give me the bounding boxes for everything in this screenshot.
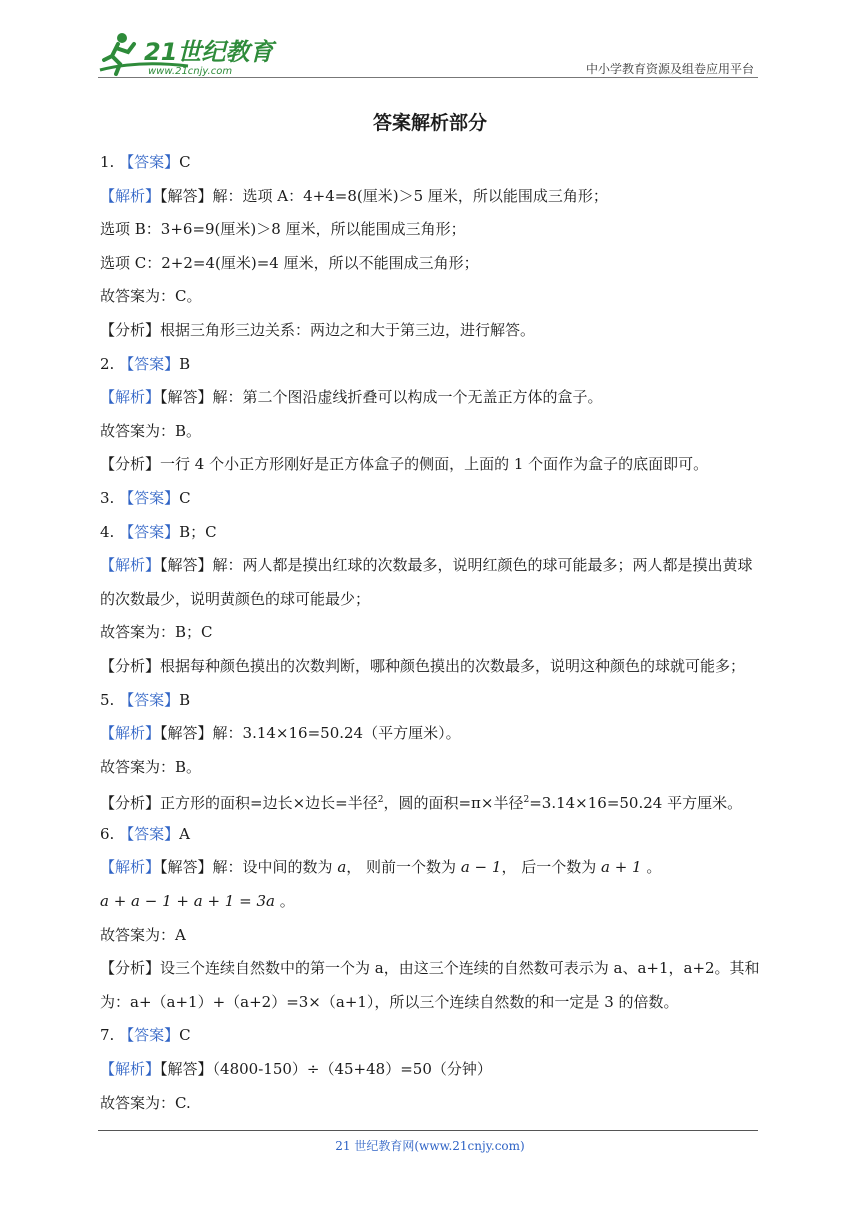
answer-line-7: 7. 【答案】C <box>100 1026 191 1045</box>
equation-line: a + a − 1 + a + 1 = 3a 。 <box>100 892 295 911</box>
text-line: 故答案为：B。 <box>100 757 202 776</box>
answer-line-2: 2. 【答案】B <box>100 354 191 373</box>
jiexi-line-7: 【解析】【解答】（4800-150）÷（45+48）=50（分钟） <box>100 1060 492 1079</box>
answer-content <box>100 146 764 1120</box>
header-platform-text: 中小学教育资源及组卷应用平台 <box>585 62 754 76</box>
answer-line-3: 3. 【答案】C <box>100 488 191 507</box>
text-line: 故答案为：A <box>100 925 186 944</box>
text-line: 故答案为：B。 <box>100 421 202 440</box>
svg-text:21世纪教育: 21世纪教育 <box>144 38 274 66</box>
page-header <box>98 30 758 80</box>
answer-line-1: 1. 【答案】C <box>100 153 191 171</box>
text-line: 故答案为：C。 <box>100 287 202 306</box>
answer-line-6: 6. 【答案】A <box>100 824 190 843</box>
svg-text:www.21cnjy.com: www.21cnjy.com <box>148 66 233 77</box>
jiexi-line-1: 【解析】【解答】解：选项 A：4+4=8(厘米)＞5 厘米，所以能围成三角形； <box>100 186 608 205</box>
jiexi-line-4: 【解析】【解答】解：两人都是摸出红球的次数最多，说明红颜色的球可能最多；两人都是摸出黄球的次数最少，说明黄颜色的球可能最少； <box>100 556 753 608</box>
fenxi-line-5: 【分析】正方形的面积=边长×边长=半径$^2$，圆的面积=π×半径$^2$=3.14×16=50.24 平方厘米。 <box>100 794 743 813</box>
jiexi-line-2: 【解析】【解答】解：第二个图沿虚线折叠可以构成一个无盖正方体的盒子。 <box>100 388 603 407</box>
text-line: 选项 C：2+2=4(厘米)=4 厘米，所以不能围成三角形； <box>100 253 479 272</box>
text-line: 故答案为：B；C <box>100 623 213 642</box>
answer-line-5: 5. 【答案】B <box>100 690 191 709</box>
fenxi-line-4: 【分析】根据每种颜色摸出的次数判断，哪种颜色摸出的次数最多，说明这种颜色的球就可能多； <box>100 656 746 675</box>
header-divider <box>98 77 758 78</box>
page-title: 答案解析部分 <box>372 112 487 134</box>
logo-icon <box>98 30 298 78</box>
fenxi-line-2: 【分析】一行 4 个小正方形刚好是正方体盒子的侧面，上面的 1 个面作为盒子的底面即可。 <box>100 455 709 474</box>
fenxi-line-6: 【分析】设三个连续自然数中的第一个为 a，由这三个连续的自然数可表示为 a、a+1，a+2。其和为：a+（a+1）+（a+2）=3×（a+1），所以三个连续自然数的和一定是 3 的倍数。 <box>100 959 760 1011</box>
text-line: 故答案为：C. <box>100 1093 191 1112</box>
jiexi-line-6: 【解析】【解答】解：设中间的数为 a， 则前一个数为 a − 1， 后一个数为 a + 1 。 <box>100 858 662 877</box>
fenxi-line-1: 【分析】根据三角形三边关系：两边之和大于第三边，进行解答。 <box>100 320 536 339</box>
footer-divider <box>98 1130 758 1131</box>
footer-text: 21 世纪教育网(www.21cnjy.com) <box>335 1139 525 1153</box>
text-line: 选项 B：3+6=9(厘米)＞8 厘米，所以能围成三角形； <box>100 220 466 239</box>
jiexi-line-5: 【解析】【解答】解：3.14×16=50.24（平方厘米）。 <box>100 724 461 743</box>
answer-line-4: 4. 【答案】B；C <box>100 522 217 541</box>
